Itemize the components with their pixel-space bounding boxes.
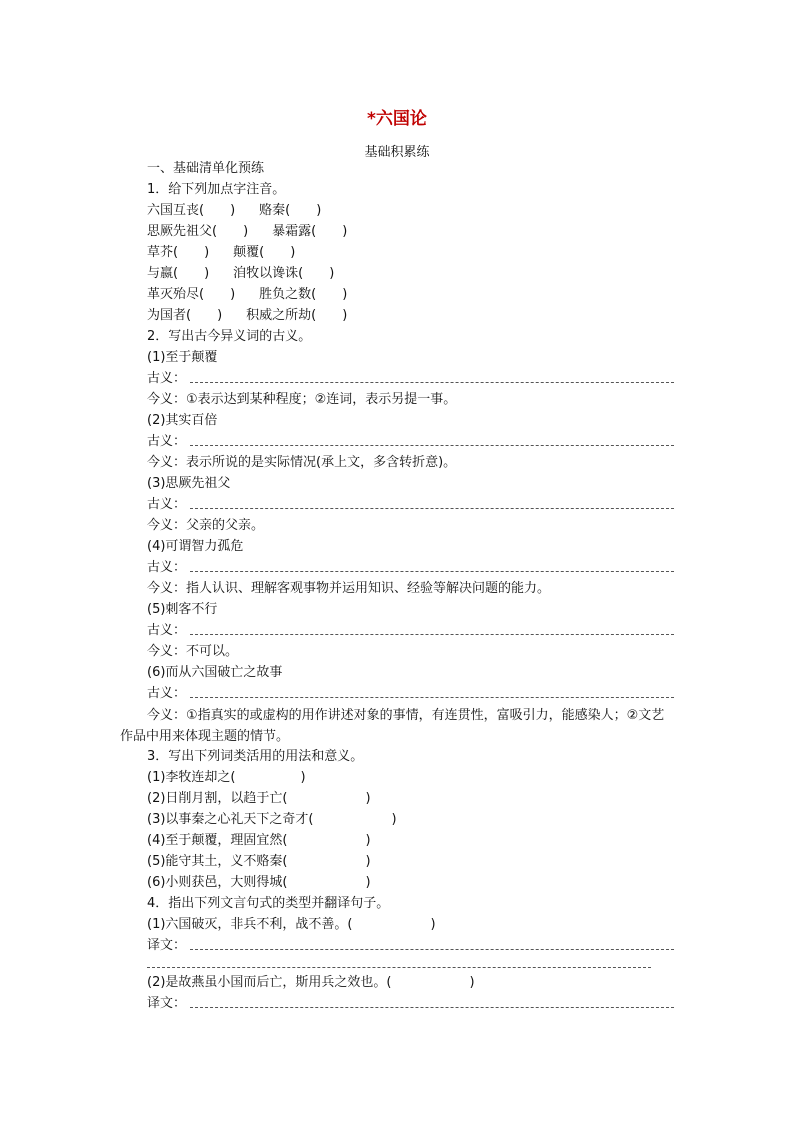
jin-yi-text: 今义：不可以。 <box>147 644 239 659</box>
answer-blank[interactable] <box>147 967 651 968</box>
gu-yi-label: 古义： <box>147 686 187 701</box>
gu-yi-label: 古义： <box>147 371 187 386</box>
item-heading: (6)而从六国破亡之故事 <box>147 665 283 680</box>
jin-yi-text: 今义：指人认识、理解客观事物并运用知识、经验等解决问题的能力。 <box>147 581 551 596</box>
list-item: (3)以事秦之心礼天下之奇才( ) <box>147 812 397 827</box>
pinyin-row: 革灭殆尽( ) 胜负之数( ) <box>147 287 348 302</box>
translation-label: 译文： <box>147 996 187 1011</box>
answer-blank[interactable] <box>190 697 674 698</box>
list-item: (2)日削月割，以趋于亡( ) <box>147 791 371 806</box>
gu-yi-label: 古义： <box>147 497 187 512</box>
item-heading: (5)刺客不行 <box>147 602 218 617</box>
item-heading: (1)至于颠覆 <box>147 350 218 365</box>
page-title: *六国论 <box>367 109 427 129</box>
question-2-prompt: 2．写出古今异义词的古义。 <box>147 329 312 344</box>
question-4-prompt: 4．指出下列文言句式的类型并翻译句子。 <box>147 896 390 911</box>
jin-yi-text: 今义：父亲的父亲。 <box>147 518 265 533</box>
answer-blank[interactable] <box>190 382 674 383</box>
gu-yi-label: 古义： <box>147 623 187 638</box>
item-heading: (3)思厥先祖父 <box>147 476 231 491</box>
item-heading: (2)其实百倍 <box>147 413 218 428</box>
jin-yi-text: 今义：①指真实的或虚构的用作讲述对象的事情，有连贯性，富吸引力，能感染人；②文艺作品中用来体现主题的情节。 <box>120 708 665 744</box>
answer-blank[interactable] <box>190 949 674 950</box>
gu-yi-label: 古义： <box>147 560 187 575</box>
item-heading: (4)可谓智力孤危 <box>147 539 244 554</box>
item-heading: (2)是故燕虽小国而后亡，斯用兵之效也。( ) <box>147 975 475 990</box>
answer-blank[interactable] <box>190 571 674 572</box>
section-subtitle: 基础积累练 <box>364 145 430 160</box>
item-heading: (1)六国破灭，非兵不利，战不善。( ) <box>147 917 436 932</box>
list-item: (1)李牧连却之( ) <box>147 770 306 785</box>
list-item: (4)至于颠覆，理固宜然( ) <box>147 833 371 848</box>
pinyin-row: 与嬴( ) 洎牧以谗诛( ) <box>147 266 335 281</box>
section-heading: 一、基础清单化预练 <box>147 161 265 176</box>
answer-blank[interactable] <box>190 1007 674 1008</box>
gu-yi-label: 古义： <box>147 434 187 449</box>
pinyin-row: 为国者( ) 积威之所劫( ) <box>147 308 348 323</box>
answer-blank[interactable] <box>190 634 674 635</box>
question-1-prompt: 1．给下列加点字注音。 <box>147 182 286 197</box>
jin-yi-text: 今义：①表示达到某种程度；②连词，表示另提一事。 <box>147 392 457 407</box>
jin-yi-text: 今义：表示所说的是实际情况(承上文，多含转折意)。 <box>147 455 457 470</box>
question-3-prompt: 3．写出下列词类活用的用法和意义。 <box>147 749 364 764</box>
pinyin-row: 六国互丧( ) 赂秦( ) <box>147 203 322 218</box>
answer-blank[interactable] <box>190 508 674 509</box>
pinyin-row: 草芥( ) 颠覆( ) <box>147 245 296 260</box>
list-item: (5)能守其土，义不赂秦( ) <box>147 854 371 869</box>
pinyin-row: 思厥先祖父( ) 暴霜露( ) <box>147 224 348 239</box>
translation-label: 译文： <box>147 938 187 953</box>
list-item: (6)小则获邑，大则得城( ) <box>147 875 371 890</box>
answer-blank[interactable] <box>190 445 674 446</box>
